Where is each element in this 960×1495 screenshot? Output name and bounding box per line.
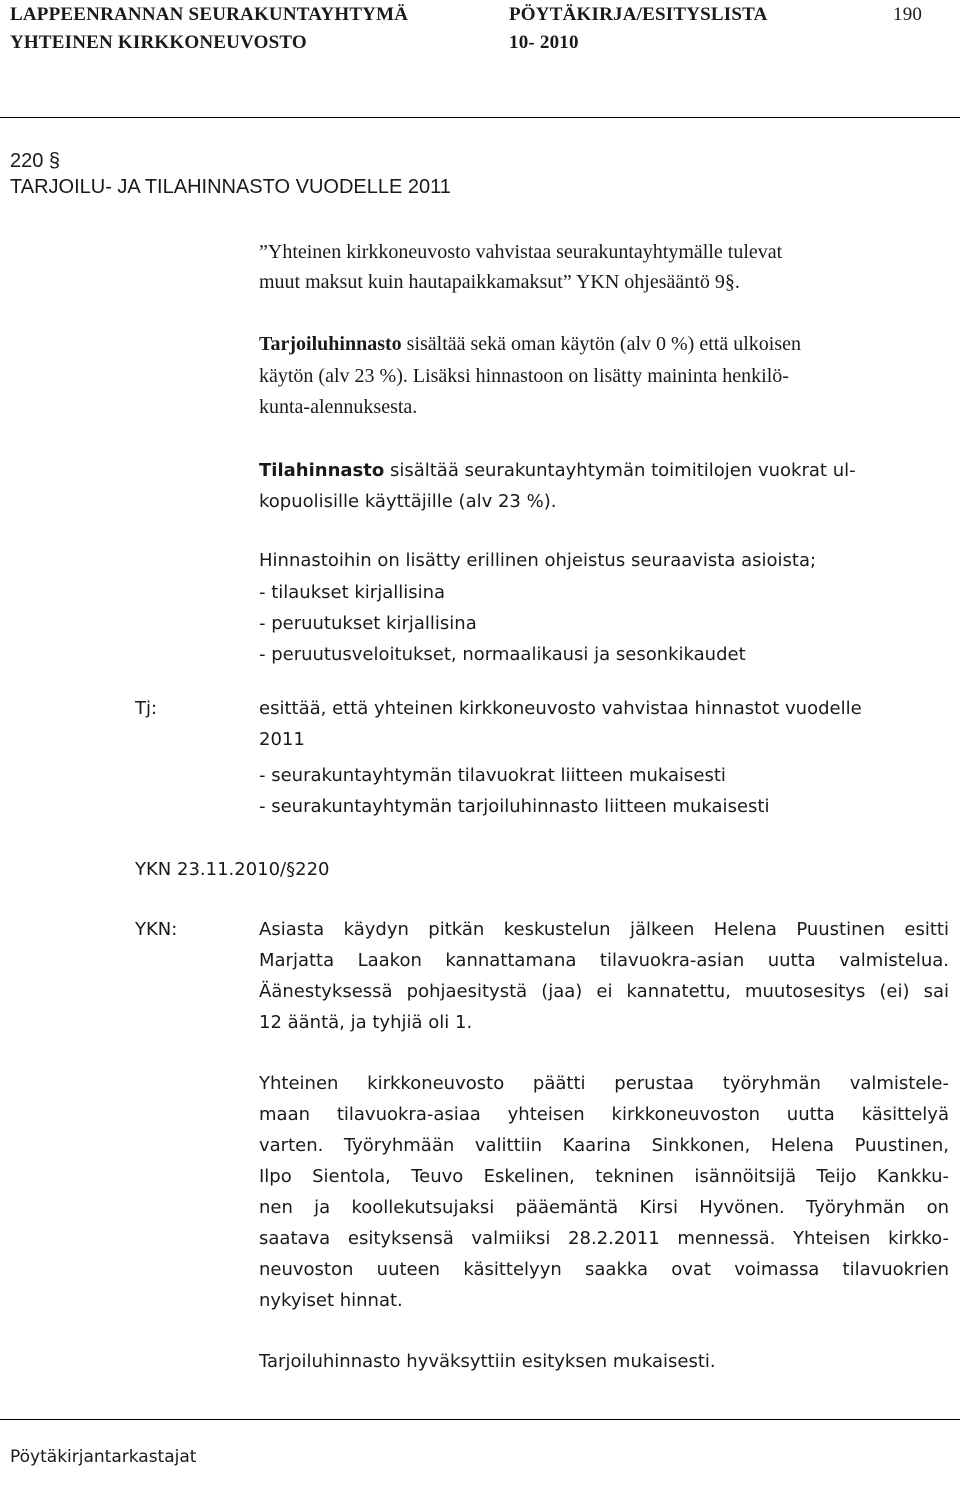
tj-line-1: esittää, että yhteinen kirkkoneuvosto vahvistaa hinnastot vuodelle: [259, 698, 862, 719]
intro-line-1: ”Yhteinen kirkkoneuvosto vahvistaa seurakuntayhtymälle tulevat: [259, 241, 783, 263]
ohjeistus-item: - tilaukset kirjallisina: [259, 582, 446, 603]
section-number: 220 §: [10, 150, 61, 172]
tarjoilu-line-1: [259, 333, 801, 356]
ykn-para1-line: Marjatta Laakon kannattamana tilavuokra-asian uutta valmistelua.: [259, 950, 949, 971]
tj-item: - seurakuntayhtymän tilavuokrat liitteen mukaisesti: [259, 765, 726, 786]
ohjeistus-item: - peruutukset kirjallisina: [259, 613, 477, 634]
header-meeting: 10- 2010: [509, 32, 579, 53]
ykn-para2-line: saatava esityksensä valmiiksi 28.2.2011 mennessä. Yhteisen kirkko-: [259, 1228, 949, 1249]
page-number: 190: [893, 4, 923, 25]
tarjoilu-line-1-rest: sisältää sekä oman käytön (alv 0 %) että ulkoisen: [401, 333, 801, 355]
tj-line-2: 2011: [259, 729, 305, 750]
ohjeistus-intro: Hinnastoihin on lisätty erillinen ohjeistus seuraavista asioista;: [259, 550, 817, 571]
ykn-para2-line: varten. Työryhmään valittiin Kaarina Sinkkonen, Helena Puustinen,: [259, 1135, 949, 1156]
ykn-para1-line: 12 ääntä, ja tyhjiä oli 1.: [259, 1012, 473, 1033]
tila-line-1-rest: sisältää seurakuntayhtymän toimitilojen vuokrat ul-: [384, 460, 856, 481]
ykn-label: YKN:: [135, 919, 178, 940]
section-title: TARJOILU- JA TILAHINNASTO VUODELLE 2011: [10, 176, 451, 198]
ykn-para2-line: Ilpo Sientola, Teuvo Eskelinen, tekninen isännöitsijä Teijo Kankku-: [259, 1166, 949, 1187]
header-divider: [0, 117, 960, 118]
tarjoilu-bold-term: Tarjoiluhinnasto: [259, 333, 402, 355]
ykn-para2-line: nen ja koollekutsujaksi pääemäntä Kirsi Hyvönen. Työryhmän on: [259, 1197, 949, 1218]
tila-line-2: kopuolisille käyttäjille (alv 23 %).: [259, 491, 557, 512]
tarjoilu-line-2: käytön (alv 23 %). Lisäksi hinnastoon on lisätty maininta henkilö-: [259, 365, 789, 387]
ykn-para2-line: nykyiset hinnat.: [259, 1290, 403, 1311]
ykn-para2-line: neuvoston uuteen käsittelyyn saakka ovat voimassa tilavuokrien: [259, 1259, 949, 1280]
ykn-para1-line: Asiasta käydyn pitkän keskustelun jälkeen Helena Puustinen esitti: [259, 919, 949, 940]
tila-bold-term: Tilahinnasto: [259, 460, 385, 481]
ykn-para3: Tarjoiluhinnasto hyväksyttiin esityksen mukaisesti.: [259, 1351, 716, 1372]
header-org: LAPPEENRANNAN SEURAKUNTAYHTYMÄ: [10, 4, 409, 25]
header-doc-type: PÖYTÄKIRJA/ESITYSLISTA: [509, 4, 768, 25]
ykn-para1-line: Äänestyksessä pohjaesitystä (jaa) ei kannatettu, muutosesitys (ei) sai: [259, 981, 949, 1002]
ohjeistus-item: - peruutusveloitukset, normaalikausi ja sesonkikaudet: [259, 644, 746, 665]
tila-line-1: [259, 460, 856, 481]
tj-label: Tj:: [135, 698, 158, 719]
ykn-para2-line: Yhteinen kirkkoneuvosto päätti perustaa työryhmän valmistele-: [259, 1073, 949, 1094]
intro-line-2: muut maksut kuin hautapaikkamaksut” YKN ohjesääntö 9§.: [259, 271, 740, 293]
ykn-para2-line: maan tilavuokra-asiaa yhteisen kirkkoneuvoston uutta käsittelyä: [259, 1104, 949, 1125]
footer-divider: [0, 1419, 960, 1420]
tarjoilu-line-3: kunta-alennuksesta.: [259, 396, 418, 418]
ykn-reference: YKN 23.11.2010/§220: [135, 859, 330, 880]
tj-item: - seurakuntayhtymän tarjoiluhinnasto liitteen mukaisesti: [259, 796, 770, 817]
footer-label: Pöytäkirjantarkastajat: [10, 1447, 197, 1467]
header-body: YHTEINEN KIRKKONEUVOSTO: [10, 32, 307, 53]
